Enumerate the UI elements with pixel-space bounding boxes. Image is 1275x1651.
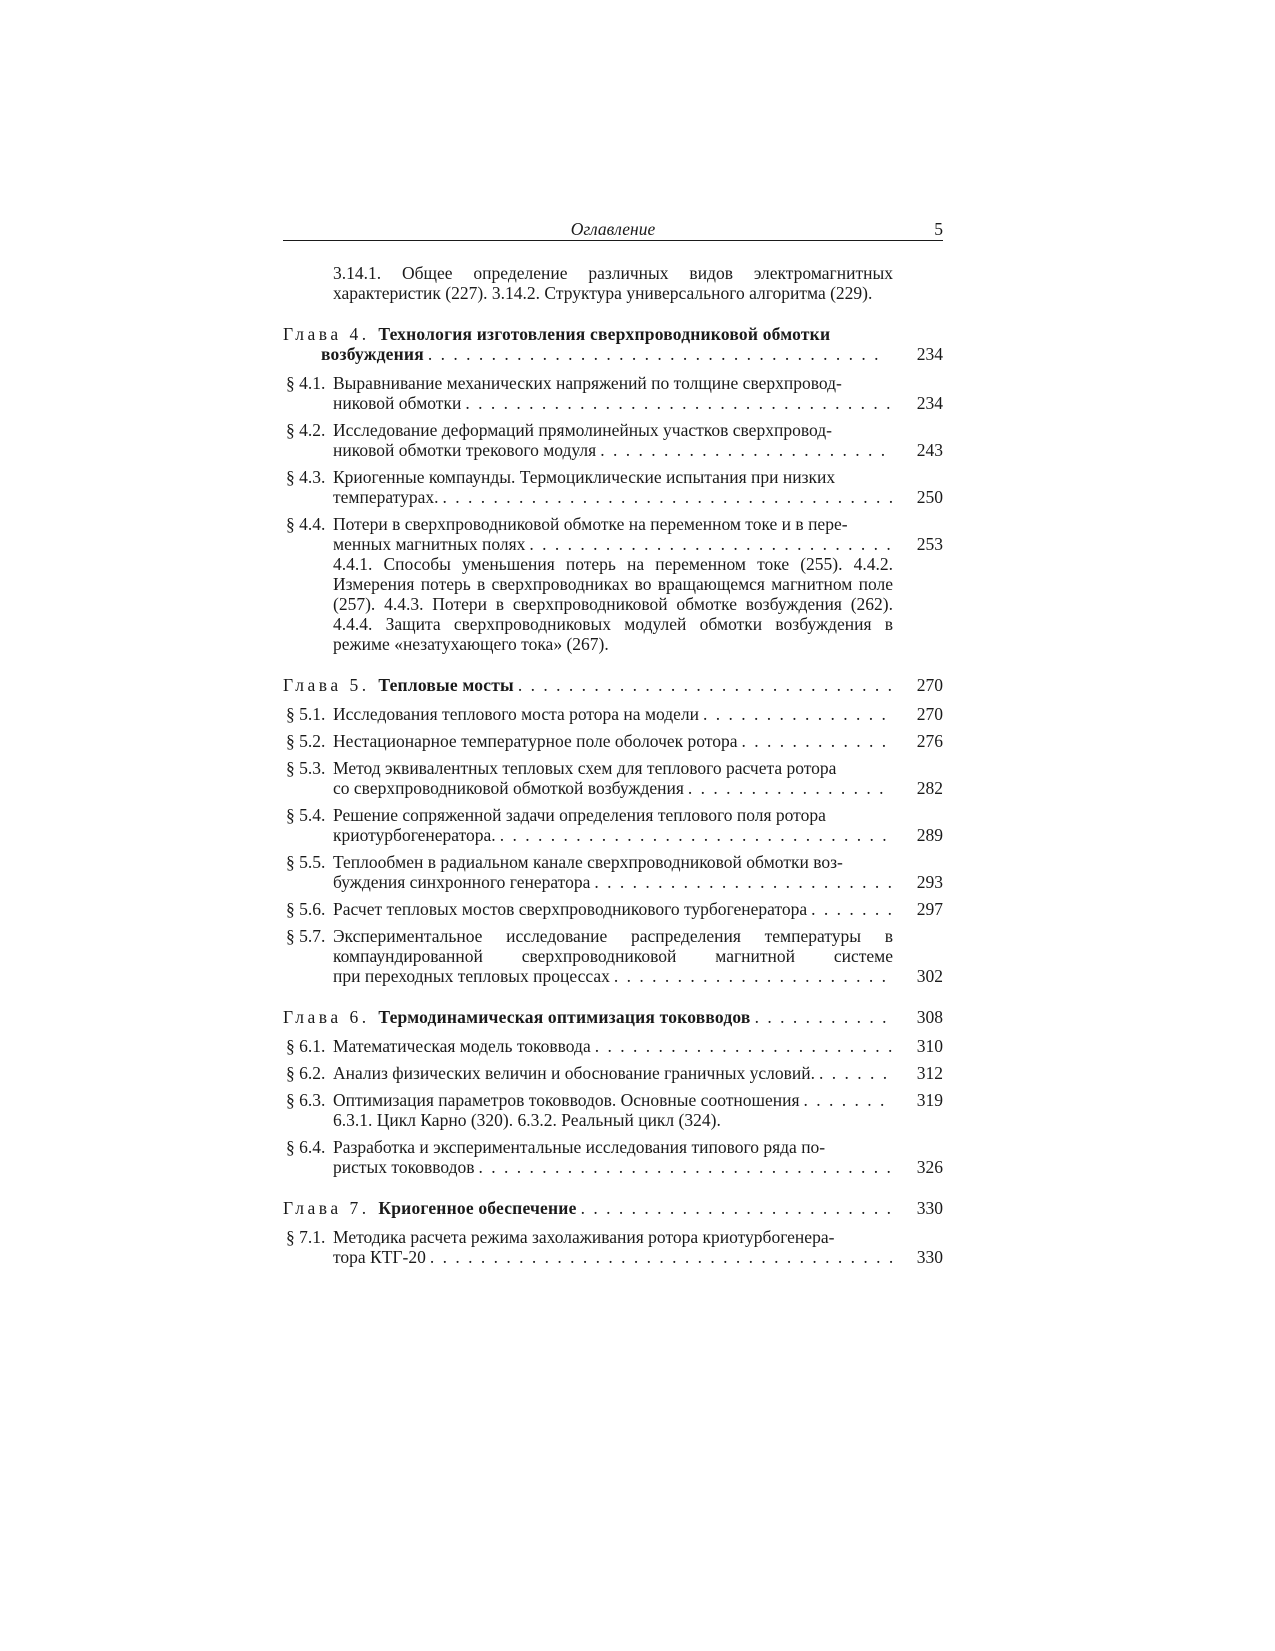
dot-leader [475, 1157, 893, 1177]
dot-leader [738, 731, 893, 751]
toc-section-6-4[interactable] [283, 1137, 943, 1177]
section-number: § 4.1. [286, 373, 326, 393]
section-title: Экспериментальное исследование распределения температуры в компаундированной сверхпроводниковой магнитной системе [333, 926, 893, 966]
toc-section-4-1[interactable] [283, 373, 943, 413]
toc-section-5-3[interactable] [283, 758, 943, 798]
toc-section-5-6[interactable] [283, 899, 943, 919]
section-title: Теплообмен в радиальном канале сверхпроводниковой обмотки воз- [333, 852, 843, 872]
toc-section-4-2[interactable] [283, 420, 943, 460]
page-ref: 234 [916, 344, 943, 364]
section-title: Решение сопряженной задачи определения теплового поля ротора [333, 805, 826, 825]
chapter-title: Технология изготовления сверхпроводниковой обмотки [378, 324, 831, 344]
page-ref: 293 [916, 872, 943, 892]
dot-leader [577, 1198, 893, 1218]
toc-section-5-2[interactable] [283, 731, 943, 751]
toc-chapter-7[interactable] [283, 1198, 943, 1218]
section-title: Потери в сверхпроводниковой обмотке на переменном токе и в пере- [333, 514, 848, 534]
section-title: Анализ физических величин и обоснование граничных условий. [333, 1063, 815, 1083]
section-number: § 5.2. [286, 731, 326, 751]
dot-leader [596, 440, 893, 460]
page-ref: 243 [916, 440, 943, 460]
section-number: § 6.3. [286, 1090, 326, 1110]
section-title-cont: со сверхпроводниковой обмоткой возбуждения [333, 778, 684, 798]
dot-leader [807, 899, 893, 919]
chapter-label: Глава 6. [283, 1007, 370, 1027]
dot-leader [751, 1007, 893, 1027]
section-title-cont: криотурбогенератора. [333, 825, 496, 845]
page-ref: 302 [916, 966, 943, 986]
section-title-cont: температурах. [333, 487, 439, 507]
section-title: Оптимизация параметров токовводов. Основные соотношения [333, 1090, 800, 1110]
section-title: Расчет тепловых мостов сверхпроводникового турбогенератора [333, 899, 808, 919]
toc-section-5-5[interactable] [283, 852, 943, 892]
chapter-title: Тепловые мосты [378, 675, 514, 695]
toc-chapter-6[interactable] [283, 1007, 943, 1027]
dot-leader [815, 1063, 893, 1083]
dot-leader [461, 393, 893, 413]
table-of-contents [283, 263, 943, 1274]
subsection-list: 4.4.1. Способы уменьшения потерь на переменном токе (255). 4.4.2. Измерения потерь в сверхпроводниках во вращающемся магнитном поле (257). 4.4.3. Потери в сверхпроводниковой обмотке возбуждения (262). 4.4.4. Защита сверхпроводниковых модулей обмотки возбуждения в режиме «незатухающего тока» (267). [333, 554, 893, 654]
toc-section-6-3[interactable] [283, 1090, 943, 1130]
page-ref: 282 [916, 778, 943, 798]
chapter-heading [283, 324, 881, 364]
toc-section-6-1[interactable] [283, 1036, 943, 1056]
page-ref: 270 [916, 704, 943, 724]
chapter-label: Глава 4. [283, 324, 370, 344]
dot-leader [591, 1036, 893, 1056]
toc-chapter-5[interactable] [283, 675, 943, 695]
page-ref: 330 [916, 1247, 943, 1267]
dot-leader [684, 778, 893, 798]
chapter-title: Термодинамическая оптимизация токовводов [378, 1007, 751, 1027]
section-number: § 5.3. [286, 758, 326, 778]
section-title-cont: никовой обмотки трекового модуля [333, 440, 597, 460]
page-ref: 308 [916, 1007, 943, 1027]
page-ref: 289 [916, 825, 943, 845]
section-number: § 6.4. [286, 1137, 326, 1157]
section-title: Нестационарное температурное поле оболочек ротора [333, 731, 738, 751]
toc-chapter-4[interactable] [283, 324, 943, 364]
toc-section-5-7[interactable] [283, 926, 943, 986]
page-ref: 310 [916, 1036, 943, 1056]
page-ref: 319 [916, 1090, 943, 1110]
dot-leader [525, 534, 893, 554]
section-number: § 5.6. [286, 899, 326, 919]
toc-section-7-1[interactable] [283, 1227, 943, 1267]
section-title: Криогенные компаунды. Термоциклические испытания при низких [333, 467, 836, 487]
dot-leader [800, 1090, 893, 1110]
section-title: Исследование деформаций прямолинейных участков сверхпровод- [333, 420, 832, 440]
subsection-list: 6.3.1. Цикл Карно (320). 6.3.2. Реальный цикл (324). [333, 1110, 721, 1130]
section-title: Разработка и экспериментальные исследования типового ряда по- [333, 1137, 826, 1157]
section-number: § 5.5. [286, 852, 326, 872]
section-number: § 4.2. [286, 420, 326, 440]
section-title: Исследования теплового моста ротора на модели [333, 704, 700, 724]
section-title: Методика расчета режима захолаживания ротора криотурбогенера- [333, 1227, 835, 1247]
section-number: § 6.1. [286, 1036, 326, 1056]
dot-leader [424, 344, 881, 364]
section-number: § 5.4. [286, 805, 326, 825]
page-number: 5 [934, 219, 943, 239]
section-title-cont: никовой обмотки [333, 393, 462, 413]
dot-leader [590, 872, 893, 892]
page-ref: 250 [916, 487, 943, 507]
running-head [283, 216, 943, 241]
dot-leader [514, 675, 893, 695]
section-title-cont: буждения синхронного генератора [333, 872, 591, 892]
chapter-label: Глава 5. [283, 675, 370, 695]
page-ref: 276 [916, 731, 943, 751]
toc-section-6-2[interactable] [283, 1063, 943, 1083]
section-number: § 5.7. [286, 926, 326, 946]
toc-intro-subsections [283, 263, 943, 303]
section-number: § 6.2. [286, 1063, 326, 1083]
section-title-cont: при переходных тепловых процессах [333, 966, 610, 986]
dot-leader [699, 704, 893, 724]
page-ref: 297 [916, 899, 943, 919]
section-title-cont: тора КТГ-20 [333, 1247, 426, 1267]
toc-section-5-4[interactable] [283, 805, 943, 845]
dot-leader [496, 825, 893, 845]
section-title: Математическая модель токоввода [333, 1036, 591, 1056]
section-number: § 4.3. [286, 467, 326, 487]
chapter-label: Глава 7. [283, 1198, 370, 1218]
page-ref: 253 [916, 534, 943, 554]
page-ref: 326 [916, 1157, 943, 1177]
dot-leader [439, 487, 894, 507]
chapter-title: Криогенное обеспечение [378, 1198, 577, 1218]
section-title: Выравнивание механических напряжений по толщине сверхпровод- [333, 373, 842, 393]
page-ref: 270 [916, 675, 943, 695]
section-title-cont: менных магнитных полях [333, 534, 526, 554]
running-title: Оглавление [570, 219, 656, 239]
page-ref: 330 [916, 1198, 943, 1218]
subsection-list: 3.14.1. Общее определение различных видов электромагнитных характеристик (227). 3.14.2. Структура универсального алгоритма (229). [333, 263, 893, 303]
chapter-title-cont: возбуждения [321, 344, 424, 364]
section-number: § 4.4. [286, 514, 326, 534]
toc-section-4-3[interactable] [283, 467, 943, 507]
section-number: § 7.1. [286, 1227, 326, 1247]
section-title: Метод эквивалентных тепловых схем для теплового расчета ротора [333, 758, 837, 778]
page-ref: 234 [916, 393, 943, 413]
toc-section-4-4[interactable] [283, 514, 943, 654]
section-number: § 5.1. [286, 704, 326, 724]
page-ref: 312 [916, 1063, 943, 1083]
dot-leader [426, 1247, 893, 1267]
section-title-cont: ристых токовводов [333, 1157, 475, 1177]
toc-section-5-1[interactable] [283, 704, 943, 724]
dot-leader [610, 966, 893, 986]
